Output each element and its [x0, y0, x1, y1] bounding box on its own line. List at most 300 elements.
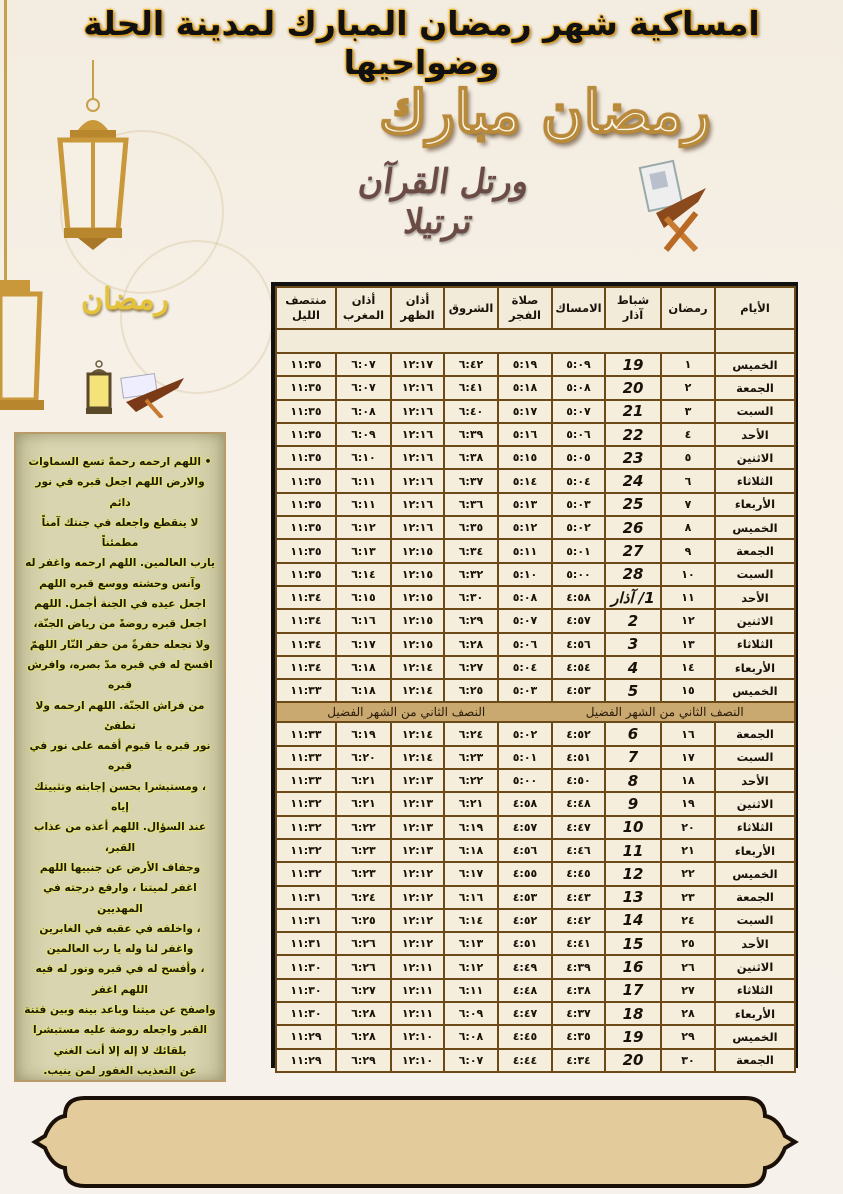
prayer-line: افسح له في قبره مدّ بصره، وافرش قبره — [27, 658, 213, 692]
cell-imsak: ٥:٠٤ — [552, 469, 605, 492]
cell-fajr: ٥:١٤ — [498, 469, 552, 492]
cell-dhuhr: ١٢:١٥ — [391, 563, 444, 586]
cell-sunrise: ٦:١٨ — [444, 839, 498, 862]
cell-fajr: ٥:١٩ — [498, 353, 552, 376]
prayer-line: نور قبره يا قيوم أقمه على نور في قبره — [29, 740, 211, 773]
cell-sunrise: ٦:١٩ — [444, 816, 498, 839]
cell-sunrise: ٦:٣٥ — [444, 516, 498, 539]
table-row — [276, 816, 795, 839]
cell-dhuhr: ١٢:١٤ — [391, 679, 444, 702]
prayer-line: • اللهم ارحمه رحمةً تسع السماوات — [28, 456, 212, 468]
cell-imsak: ٤:٤٨ — [552, 792, 605, 815]
cell-imsak: ٤:٤٧ — [552, 816, 605, 839]
cell-midnight: ١١:٣٠ — [276, 1002, 336, 1025]
cell-sunrise: ٦:١٢ — [444, 955, 498, 978]
cell-greg: 18 — [605, 1002, 661, 1025]
cell-greg: 14 — [605, 909, 661, 932]
cell-day: الخميس — [715, 353, 795, 376]
cell-midnight: ١١:٣٠ — [276, 955, 336, 978]
table-row — [276, 586, 795, 609]
cell-imsak: ٤:٥٨ — [552, 586, 605, 609]
cell-imsak: ٤:٣٤ — [552, 1049, 605, 1072]
cell-sunrise: ٦:١٣ — [444, 932, 498, 955]
cell-greg: 15 — [605, 932, 661, 955]
cell-ramadan: ٢٣ — [661, 886, 715, 909]
cell-midnight: ١١:٣٠ — [276, 979, 336, 1002]
cell-ramadan: ١٧ — [661, 746, 715, 769]
cell-maghrib: ٦:٢٠ — [336, 746, 391, 769]
quran-stand-icon — [636, 158, 716, 257]
table-row — [276, 862, 795, 885]
cell-fajr: ٥:٠٧ — [498, 609, 552, 632]
cell-day: الأحد — [715, 586, 795, 609]
cell-sunrise: ٦:٣٩ — [444, 423, 498, 446]
cell-dhuhr: ١٢:١٦ — [391, 446, 444, 469]
cell-day: الجمعة — [715, 539, 795, 562]
cell-ramadan: ٧ — [661, 493, 715, 516]
cell-midnight: ١١:٣٥ — [276, 400, 336, 423]
cell-maghrib: ٦:٢٨ — [336, 1002, 391, 1025]
cell-greg: 2 — [605, 609, 661, 632]
cell-maghrib: ٦:٢٣ — [336, 839, 391, 862]
cell-maghrib: ٦:١٣ — [336, 539, 391, 562]
cell-midnight: ١١:٣٣ — [276, 722, 336, 745]
cell-day: الأربعاء — [715, 656, 795, 679]
cell-imsak: ٥:٠٢ — [552, 516, 605, 539]
cell-dhuhr: ١٢:١٣ — [391, 816, 444, 839]
cell-sunrise: ٦:٤١ — [444, 376, 498, 399]
cell-fajr: ٥:١٣ — [498, 493, 552, 516]
table-row — [276, 633, 795, 656]
column-header — [444, 287, 498, 329]
cell-maghrib: ٦:٠٩ — [336, 423, 391, 446]
cell-maghrib: ٦:٢٤ — [336, 886, 391, 909]
cell-day: الاثنين — [715, 446, 795, 469]
cell-dhuhr: ١٢:١٣ — [391, 769, 444, 792]
column-header-line: الليل — [292, 308, 320, 322]
cell-dhuhr: ١٢:١٥ — [391, 633, 444, 656]
prayer-line: وجفاف الأرض عن جنبيها اللهم — [39, 861, 201, 874]
cell-fajr: ٥:١٦ — [498, 423, 552, 446]
cell-ramadan: ١ — [661, 353, 715, 376]
cell-dhuhr: ١٢:١٢ — [391, 862, 444, 885]
column-header — [552, 287, 605, 329]
cell-midnight: ١١:٣٥ — [276, 539, 336, 562]
cell-ramadan: ٥ — [661, 446, 715, 469]
column-header-line: رمضان — [668, 300, 708, 315]
cell-maghrib: ٦:١٩ — [336, 722, 391, 745]
cell-greg: 6 — [605, 722, 661, 745]
cell-maghrib: ٦:١١ — [336, 469, 391, 492]
cell-imsak: ٤:٥٧ — [552, 609, 605, 632]
column-header — [391, 287, 444, 329]
cell-midnight: ١١:٣٥ — [276, 493, 336, 516]
cell-fajr: ٥:٠٣ — [498, 679, 552, 702]
cell-ramadan: ٣ — [661, 400, 715, 423]
cell-sunrise: ٦:٣٦ — [444, 493, 498, 516]
table-row — [276, 746, 795, 769]
cell-maghrib: ٦:١٧ — [336, 633, 391, 656]
cell-midnight: ١١:٣١ — [276, 886, 336, 909]
cell-midnight: ١١:٣٥ — [276, 446, 336, 469]
cell-imsak: ٤:٤١ — [552, 932, 605, 955]
cell-fajr: ٤:٥١ — [498, 932, 552, 955]
cell-ramadan: ٢٠ — [661, 816, 715, 839]
cell-midnight: ١١:٣٤ — [276, 656, 336, 679]
cell-sunrise: ٦:٢٣ — [444, 746, 498, 769]
cell-maghrib: ٦:٢٩ — [336, 1049, 391, 1072]
table-row — [276, 376, 795, 399]
cell-ramadan: ٢٥ — [661, 932, 715, 955]
table-row — [276, 493, 795, 516]
cell-day: الخميس — [715, 1025, 795, 1048]
cell-day: الثلاثاء — [715, 979, 795, 1002]
cell-dhuhr: ١٢:١٠ — [391, 1049, 444, 1072]
cell-greg: 22 — [605, 423, 661, 446]
cell-dhuhr: ١٢:١٢ — [391, 909, 444, 932]
column-header — [715, 287, 795, 329]
column-header-line: آذار — [622, 308, 644, 322]
cell-dhuhr: ١٢:١١ — [391, 955, 444, 978]
small-lantern-icon — [84, 360, 114, 422]
prayer-line: اجعل عيده في الجنة أجمل. اللهم — [34, 598, 206, 611]
cell-greg: 23 — [605, 446, 661, 469]
cell-greg: 11 — [605, 839, 661, 862]
cell-maghrib: ٦:٢٨ — [336, 1025, 391, 1048]
column-header-line: المغرب — [342, 308, 385, 322]
cell-day: الجمعة — [715, 376, 795, 399]
prayer-line: اجعل قبره روضةً من رياض الجنّة، — [33, 618, 207, 631]
prayer-line: لا ينقطع واجعله في جنتك آمناً مطمئناً — [41, 516, 199, 550]
cell-imsak: ٥:٠٧ — [552, 400, 605, 423]
cell-dhuhr: ١٢:١٤ — [391, 656, 444, 679]
cell-day: الخميس — [715, 516, 795, 539]
cell-greg: 21 — [605, 400, 661, 423]
cell-imsak: ٤:٥٦ — [552, 633, 605, 656]
cell-sunrise: ٦:١٤ — [444, 909, 498, 932]
cell-ramadan: ٢ — [661, 376, 715, 399]
cell-fajr: ٤:٤٥ — [498, 1025, 552, 1048]
cell-midnight: ١١:٣٢ — [276, 839, 336, 862]
column-header-line: الظهر — [400, 308, 435, 322]
cell-greg: 8 — [605, 769, 661, 792]
imsakiya-table — [271, 282, 798, 1068]
cell-ramadan: ١٣ — [661, 633, 715, 656]
cell-fajr: ٤:٤٨ — [498, 979, 552, 1002]
cell-sunrise: ٦:٢٨ — [444, 633, 498, 656]
column-header-line: منتصف — [285, 293, 327, 307]
column-header — [498, 287, 552, 329]
cell-dhuhr: ١٢:١٤ — [391, 746, 444, 769]
cell-sunrise: ٦:٠٩ — [444, 1002, 498, 1025]
cell-midnight: ١١:٣٢ — [276, 792, 336, 815]
cell-ramadan: ٣٠ — [661, 1049, 715, 1072]
cell-maghrib: ٦:٢٣ — [336, 862, 391, 885]
cell-dhuhr: ١٢:١٣ — [391, 839, 444, 862]
column-header — [661, 287, 715, 329]
table-row — [276, 353, 795, 376]
cell-midnight: ١١:٣١ — [276, 932, 336, 955]
cell-maghrib: ٦:٢٢ — [336, 816, 391, 839]
column-header-line: أذان — [351, 293, 376, 307]
cell-dhuhr: ١٢:١٦ — [391, 469, 444, 492]
cell-midnight: ١١:٣٥ — [276, 376, 336, 399]
cell-day: السبت — [715, 746, 795, 769]
cell-maghrib: ٦:٠٨ — [336, 400, 391, 423]
prayer-text — [24, 452, 216, 1081]
table-row — [276, 516, 795, 539]
cell-fajr: ٥:١٢ — [498, 516, 552, 539]
hanging-lantern-icon — [48, 60, 138, 240]
cell-greg: 25 — [605, 493, 661, 516]
prayer-line: واغفر لنا وله يا رب العالمين — [46, 943, 194, 956]
cell-fajr: ٥:٠٢ — [498, 722, 552, 745]
cell-sunrise: ٦:٣٠ — [444, 586, 498, 609]
table-row — [276, 909, 795, 932]
cell-sunrise: ٦:٤٢ — [444, 353, 498, 376]
prayer-line: القبر واجعله روضة عليه مستبشرا — [32, 1024, 208, 1037]
column-header-line: أذان — [405, 293, 430, 307]
prayer-line: والارض اللهم اجعل قبره في نور دائم — [35, 476, 205, 509]
divider-label: النصف الثاني من الشهر الفضيل — [585, 705, 744, 720]
cell-sunrise: ٦:٢٧ — [444, 656, 498, 679]
table-row — [276, 932, 795, 955]
prayer-line: ولا تجعله حفرةً من حفر النّار اللهمّ — [29, 638, 211, 651]
column-header-line: الفجر — [509, 308, 541, 322]
cell-sunrise: ٦:٢٤ — [444, 722, 498, 745]
column-header-line: الأيام — [740, 300, 770, 315]
table-row — [276, 539, 795, 562]
cell-ramadan: ١١ — [661, 586, 715, 609]
cell-sunrise: ٦:٣٧ — [444, 469, 498, 492]
cell-sunrise: ٦:٤٠ — [444, 400, 498, 423]
cell-day: الأربعاء — [715, 839, 795, 862]
prayer-line: من فراش الجنّة. اللهم ارحمه ولا تطفئ — [35, 699, 205, 732]
prayer-line: واصفح عن ميتنا وباعد بينه وبين فتنة — [24, 1004, 216, 1017]
cell-sunrise: ٦:٣٢ — [444, 563, 498, 586]
table-row — [276, 609, 795, 632]
cell-ramadan: ١٠ — [661, 563, 715, 586]
cell-maghrib: ٦:٢١ — [336, 792, 391, 815]
cell-dhuhr: ١٢:١٠ — [391, 1025, 444, 1048]
cell-ramadan: ١٨ — [661, 769, 715, 792]
cell-fajr: ٥:١٧ — [498, 400, 552, 423]
column-header — [605, 287, 661, 329]
ramadan-logo: رمضان — [81, 282, 169, 317]
prayer-line: بلقائك لا إله إلا أنت الغني — [53, 1044, 187, 1057]
cell-imsak: ٤:٣٨ — [552, 979, 605, 1002]
cell-maghrib: ٦:١١ — [336, 493, 391, 516]
cell-midnight: ١١:٣٥ — [276, 563, 336, 586]
cell-greg: 19 — [605, 1025, 661, 1048]
cell-sunrise: ٦:٢٩ — [444, 609, 498, 632]
cell-dhuhr: ١٢:١٢ — [391, 886, 444, 909]
prayer-text-panel — [14, 432, 226, 1082]
prayer-line: عند السؤال. اللهم أعذه من عذاب القبر، — [33, 821, 207, 854]
cell-fajr: ٥:٠٤ — [498, 656, 552, 679]
cell-maghrib: ٦:١٥ — [336, 586, 391, 609]
cell-sunrise: ٦:٠٨ — [444, 1025, 498, 1048]
cell-sunrise: ٦:١١ — [444, 979, 498, 1002]
cell-dhuhr: ١٢:١٦ — [391, 493, 444, 516]
cell-day: الخميس — [715, 679, 795, 702]
cell-day: الاثنين — [715, 792, 795, 815]
cell-maghrib: ٦:٢٥ — [336, 909, 391, 932]
cell-midnight: ١١:٣٣ — [276, 746, 336, 769]
cell-greg: 5 — [605, 679, 661, 702]
cell-fajr: ٤:٥٧ — [498, 816, 552, 839]
column-header-line: الامساك — [555, 300, 602, 315]
cell-dhuhr: ١٢:١٤ — [391, 722, 444, 745]
cell-maghrib: ٦:٢١ — [336, 769, 391, 792]
cell-sunrise: ٦:١٧ — [444, 862, 498, 885]
cell-midnight: ١١:٣٤ — [276, 586, 336, 609]
cell-dhuhr: ١٢:١١ — [391, 979, 444, 1002]
cell-greg: 4 — [605, 656, 661, 679]
cell-imsak: ٥:٠٦ — [552, 423, 605, 446]
cell-midnight: ١١:٣٥ — [276, 469, 336, 492]
cell-imsak: ٥:٠١ — [552, 539, 605, 562]
cell-greg: 7 — [605, 746, 661, 769]
table-row — [276, 1002, 795, 1025]
table-row — [276, 563, 795, 586]
prayer-line: عن التعذيب الغفور لمن ينيب. — [43, 1064, 197, 1077]
prayer-line: ، وأفسح له في قبره ونور له فيه اللهم اغفر — [35, 963, 205, 996]
cell-day: الاثنين — [715, 609, 795, 632]
cell-greg: 13 — [605, 886, 661, 909]
cell-day: الاثنين — [715, 955, 795, 978]
cell-imsak: ٥:٠٥ — [552, 446, 605, 469]
cell-day: الأحد — [715, 932, 795, 955]
cell-ramadan: ١٤ — [661, 656, 715, 679]
prayer-line: ، واخلفه في عقبه في الغابرين — [39, 922, 201, 935]
table-row — [276, 423, 795, 446]
cell-day: الثلاثاء — [715, 633, 795, 656]
cell-maghrib: ٦:١٤ — [336, 563, 391, 586]
cell-day: الثلاثاء — [715, 469, 795, 492]
cell-greg: 20 — [605, 1049, 661, 1072]
cell-fajr: ٤:٥٣ — [498, 886, 552, 909]
cell-imsak: ٥:٠٣ — [552, 493, 605, 516]
cell-imsak: ٤:٤٣ — [552, 886, 605, 909]
cell-maghrib: ٦:٢٧ — [336, 979, 391, 1002]
cell-imsak: ٤:٤٦ — [552, 839, 605, 862]
cell-dhuhr: ١٢:١٦ — [391, 423, 444, 446]
cell-fajr: ٤:٥٦ — [498, 839, 552, 862]
cell-day: الأربعاء — [715, 1002, 795, 1025]
cell-greg: 10 — [605, 816, 661, 839]
decorative-plaque — [30, 1094, 800, 1190]
cell-ramadan: ٨ — [661, 516, 715, 539]
cell-ramadan: ٢١ — [661, 839, 715, 862]
cell-day: الجمعة — [715, 886, 795, 909]
cell-fajr: ٥:٠٨ — [498, 586, 552, 609]
cell-day: الأحد — [715, 769, 795, 792]
cell-fajr: ٥:١١ — [498, 539, 552, 562]
cell-day: السبت — [715, 909, 795, 932]
cell-greg: 28 — [605, 563, 661, 586]
ramadan-mubarak-heading: رمضان مبارك — [379, 78, 711, 146]
cell-greg: 1/ آذار — [605, 586, 661, 609]
column-header — [336, 287, 391, 329]
cell-fajr: ٤:٥٨ — [498, 792, 552, 815]
quran-stand-icon — [118, 368, 188, 422]
cell-greg: 9 — [605, 792, 661, 815]
cell-midnight: ١١:٣٣ — [276, 679, 336, 702]
cell-midnight: ١١:٣٤ — [276, 609, 336, 632]
cell-imsak: ٤:٤٥ — [552, 862, 605, 885]
cell-dhuhr: ١٢:١٥ — [391, 609, 444, 632]
cell-maghrib: ٦:١٦ — [336, 609, 391, 632]
cell-day: الجمعة — [715, 1049, 795, 1072]
cell-ramadan: ١٩ — [661, 792, 715, 815]
cell-day: الخميس — [715, 862, 795, 885]
cell-fajr: ٥:١٨ — [498, 376, 552, 399]
cell-greg: 20 — [605, 376, 661, 399]
divider-label: النصف الثاني من الشهر الفضيل — [327, 705, 486, 720]
table-row — [276, 886, 795, 909]
cell-imsak: ٤:٣٩ — [552, 955, 605, 978]
cell-ramadan: ٢٤ — [661, 909, 715, 932]
cell-midnight: ١١:٣٢ — [276, 862, 336, 885]
blank-row — [276, 329, 795, 353]
cell-ramadan: ١٢ — [661, 609, 715, 632]
cell-imsak: ٤:٣٧ — [552, 1002, 605, 1025]
cell-greg: 24 — [605, 469, 661, 492]
cell-fajr: ٤:٤٤ — [498, 1049, 552, 1072]
cell-ramadan: ٢٢ — [661, 862, 715, 885]
prayer-line: يارب العالمين. اللهم ارحمه واغفر له — [25, 557, 215, 570]
cell-dhuhr: ١٢:١٢ — [391, 932, 444, 955]
cell-maghrib: ٦:١٠ — [336, 446, 391, 469]
page-title: امساكية شهر رمضان المبارك لمدينة الحلة وضواحيها — [83, 4, 760, 82]
table-row — [276, 839, 795, 862]
cell-maghrib: ٦:١٢ — [336, 516, 391, 539]
cell-imsak: ٤:٤٢ — [552, 909, 605, 932]
table-row — [276, 979, 795, 1002]
cell-midnight: ١١:٣١ — [276, 909, 336, 932]
cell-ramadan: ١٥ — [661, 679, 715, 702]
cell-day: الثلاثاء — [715, 816, 795, 839]
cell-imsak: ٤:٥٢ — [552, 722, 605, 745]
cell-ramadan: ٦ — [661, 469, 715, 492]
prayer-line: وآنس وحشته ووسع قبره اللهم — [39, 577, 201, 590]
table-row — [276, 679, 795, 702]
cell-day: الأحد — [715, 423, 795, 446]
cell-imsak: ٤:٥١ — [552, 746, 605, 769]
cell-greg: 19 — [605, 353, 661, 376]
cell-sunrise: ٦:٢٥ — [444, 679, 498, 702]
column-header-line: الشروق — [448, 300, 494, 315]
cell-maghrib: ٦:١٨ — [336, 679, 391, 702]
cell-greg: 12 — [605, 862, 661, 885]
cell-sunrise: ٦:٠٧ — [444, 1049, 498, 1072]
table-row — [276, 769, 795, 792]
quran-verse-calligraphy: ورتل القرآن ترتيلا — [355, 162, 532, 242]
cell-midnight: ١١:٣٢ — [276, 816, 336, 839]
cell-fajr: ٤:٥٢ — [498, 909, 552, 932]
prayer-line: اغفر لميتنا ، وارفع درجته في المهديين — [43, 882, 197, 915]
cell-fajr: ٥:٠٠ — [498, 769, 552, 792]
cell-ramadan: ١٦ — [661, 722, 715, 745]
column-header-line: صلاة — [511, 293, 539, 307]
cell-ramadan: ٢٦ — [661, 955, 715, 978]
cell-ramadan: ٤ — [661, 423, 715, 446]
table-row — [276, 469, 795, 492]
cell-fajr: ٥:١٠ — [498, 563, 552, 586]
cell-sunrise: ٦:٣٨ — [444, 446, 498, 469]
cell-ramadan: ٩ — [661, 539, 715, 562]
